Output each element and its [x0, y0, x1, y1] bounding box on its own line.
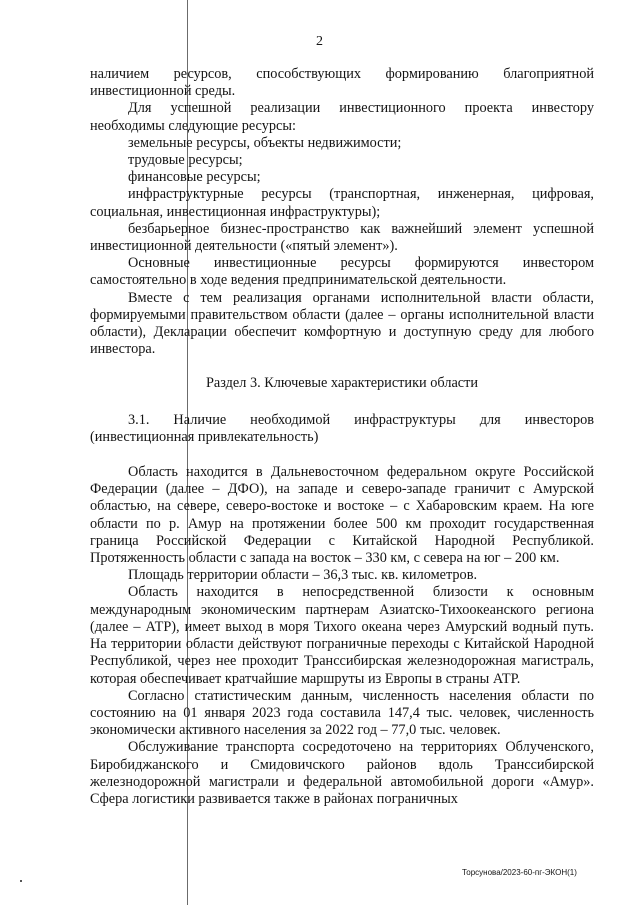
paragraph: Основные инвестиционные ресурсы формируются инвестором самостоятельно в ходе ведения предпринимательской деятельности.	[90, 255, 594, 289]
document-body	[90, 66, 594, 808]
list-item: инфраструктурные ресурсы (транспортная, инженерная, цифровая, социальная, инвестиционная инфраструктуры);	[90, 186, 594, 220]
paragraph: Обслуживание транспорта сосредоточено на территориях Облученского, Биробиджанского и Смидовичского районов вдоль Транссибирской железнодорожной магистрали и федеральной автомобильной дороги «Амур». Сфера логистики развивается также в районах пограничных	[90, 739, 594, 807]
paragraph: Область находится в непосредственной близости к основным международным экономическим партнерам Азиатско-Тихоокеанского региона (далее – АТР), имеет выход в моря Тихого океана через Амурский водный путь. На территории области действуют пограничные переходы с Китайской Народной Республикой, через нее проходит Транссибирская железнодорожная магистраль, которая обеспечивает кратчайшие маршруты из Европы в страны АТР.	[90, 584, 594, 687]
subsection-heading: 3.1. Наличие необходимой инфраструктуры для инвесторов (инвестиционная привлекательность)	[90, 411, 594, 445]
paragraph: Область находится в Дальневосточном федеральном округе Российской Федерации (далее – ДФО), на западе и северо-западе граничит с Амурской областью, на севере, северо-востоке и востоке – с Хабаровским краем. На юге области по р. Амур на протяжении более 500 км проходит государственная граница Российской Федерации с Китайской Народной Республикой. Протяженность области с запада на восток – 330 км, с севера на юг – 200 км.	[90, 464, 594, 567]
list-item: трудовые ресурсы;	[128, 152, 243, 169]
document-reference: Торсунова/2023-60-пг-ЭКОН(1)	[462, 868, 577, 877]
paragraph: Для успешной реализации инвестиционного проекта инвестору необходимы следующие ресурсы:	[90, 100, 594, 134]
section-heading: Раздел 3. Ключевые характеристики области	[205, 375, 479, 392]
paragraph: Вместе с тем реализация органами исполнительной власти области, формируемыми правительством области (далее – органы исполнительной власти области), Декларации обеспечит комфортную и доступную среду для любого инвестора.	[90, 289, 594, 358]
list-item: земельные ресурсы, объекты недвижимости;	[128, 134, 402, 151]
paragraph: наличием ресурсов, способствующих формированию благоприятной инвестиционной среды.	[90, 66, 594, 100]
list-item: финансовые ресурсы;	[128, 169, 261, 186]
paragraph: Согласно статистическим данным, численность населения области по состоянию на 01 января 2023 года составила 147,4 тыс. человек, численность экономически активного населения за 2022 год – 77,0 тыс. человек.	[90, 687, 594, 739]
page-number: 2	[316, 34, 323, 49]
list-item: безбарьерное бизнес-пространство как важнейший элемент успешной инвестиционной деятельности («пятый элемент»).	[90, 220, 594, 255]
paragraph: Площадь территории области – 36,3 тыс. кв. километров.	[128, 567, 478, 584]
scan-artifact	[20, 880, 22, 882]
